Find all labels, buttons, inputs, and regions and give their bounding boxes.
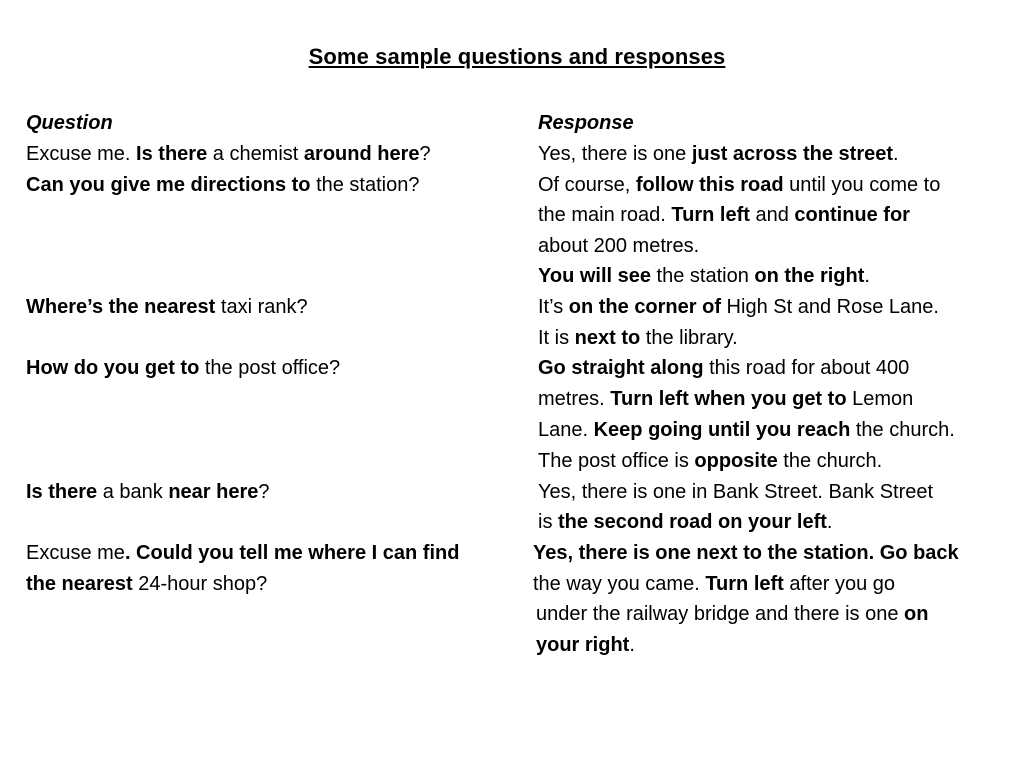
response-3-line-2: It is next to the library. bbox=[538, 327, 738, 349]
response-2-line-4: You will see the station on the right. bbox=[538, 265, 870, 287]
response-header: Response bbox=[538, 112, 634, 134]
response-4-line-4: The post office is opposite the church. bbox=[538, 450, 883, 472]
response-1: Yes, there is one just across the street. bbox=[538, 143, 899, 165]
response-4-line-3: Lane. Keep going until you reach the church. bbox=[538, 419, 955, 441]
question-6-line-1: Excuse me. Could you tell me where I can find bbox=[26, 542, 460, 564]
question-5: Is there a bank near here? bbox=[26, 481, 270, 503]
response-3-line-1: It’s on the corner of High St and Rose Lane. bbox=[538, 296, 939, 318]
response-6-line-1: Yes, there is one next to the station. Go back bbox=[533, 542, 959, 564]
response-2-line-1: Of course, follow this road until you come to bbox=[538, 174, 941, 196]
response-5-line-1: Yes, there is one in Bank Street. Bank Street bbox=[538, 481, 934, 503]
response-4-line-1: Go straight along this road for about 400 bbox=[538, 357, 910, 379]
response-2-line-3: about 200 metres. bbox=[538, 235, 700, 257]
response-6-line-4: your right. bbox=[536, 634, 635, 656]
question-4: How do you get to the post office? bbox=[26, 357, 341, 379]
response-2-line-2: the main road. Turn left and continue for bbox=[538, 204, 910, 226]
response-6-line-2: the way you came. Turn left after you go bbox=[533, 573, 896, 595]
question-2: Can you give me directions to the station? bbox=[26, 174, 420, 196]
response-5-line-2: is the second road on your left. bbox=[538, 511, 833, 533]
question-6-line-2: the nearest 24-hour shop? bbox=[26, 573, 268, 595]
response-6-line-3: under the railway bridge and there is one on bbox=[536, 603, 929, 625]
question-header: Question bbox=[26, 112, 113, 134]
question-3: Where’s the nearest taxi rank? bbox=[26, 296, 308, 318]
page-title: Some sample questions and responses bbox=[308, 44, 726, 69]
response-4-line-2: metres. Turn left when you get to Lemon bbox=[538, 388, 914, 410]
question-1: Excuse me. Is there a chemist around here? bbox=[26, 143, 431, 165]
